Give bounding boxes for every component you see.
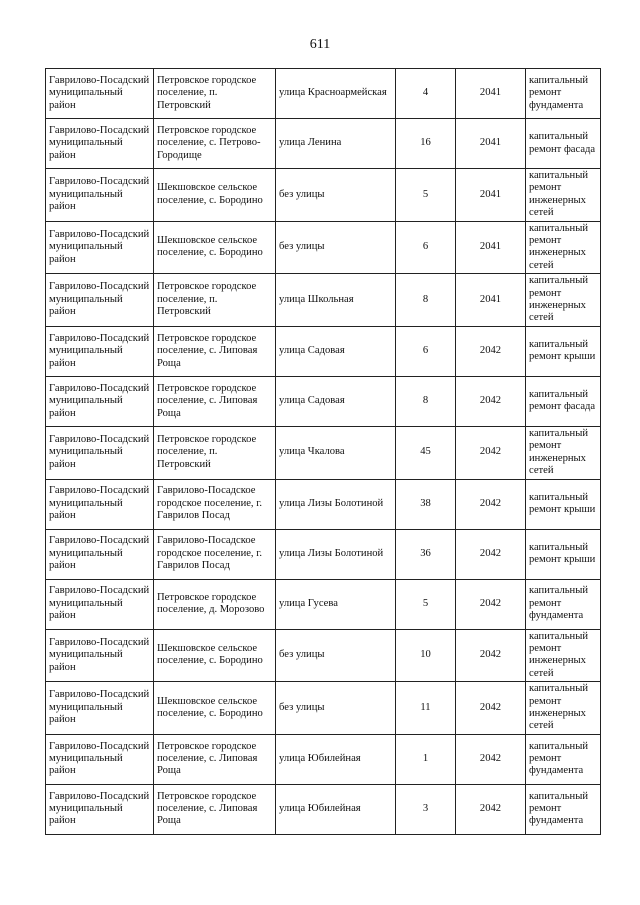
- street-cell: улица Гусева: [276, 579, 396, 629]
- settlement-cell: Петровское городское поселение, д. Морозово: [154, 579, 276, 629]
- table-row: [46, 479, 601, 529]
- street-cell: улица Садовая: [276, 376, 396, 426]
- house-number-cell: 38: [396, 479, 456, 529]
- settlement-cell: Петровское городское поселение, с. Петрово-Городище: [154, 119, 276, 169]
- street-cell: улица Школьная: [276, 274, 396, 327]
- street-cell: улица Лизы Болотиной: [276, 529, 396, 579]
- settlement-cell: Шекшовское сельское поселение, с. Бородино: [154, 629, 276, 682]
- district-cell: Гаврилово-Посадский муниципальный район: [46, 274, 154, 327]
- settlement-cell: Гаврилово-Посадское городское поселение, г. Гаврилов Посад: [154, 529, 276, 579]
- street-cell: улица Чкалова: [276, 426, 396, 479]
- district-cell: Гаврилово-Посадский муниципальный район: [46, 376, 154, 426]
- house-number-cell: 36: [396, 529, 456, 579]
- table-row: [46, 579, 601, 629]
- work-type-cell: капитальный ремонт инженерных сетей: [526, 274, 601, 327]
- work-type-cell: капитальный ремонт инженерных сетей: [526, 629, 601, 682]
- work-type-cell: капитальный ремонт фундамента: [526, 579, 601, 629]
- street-cell: улица Садовая: [276, 326, 396, 376]
- district-cell: Гаврилово-Посадский муниципальный район: [46, 479, 154, 529]
- year-cell: 2042: [456, 784, 526, 834]
- work-type-cell: капитальный ремонт инженерных сетей: [526, 221, 601, 274]
- house-number-cell: 16: [396, 119, 456, 169]
- house-number-cell: 5: [396, 579, 456, 629]
- district-cell: Гаврилово-Посадский муниципальный район: [46, 784, 154, 834]
- year-cell: 2041: [456, 69, 526, 119]
- year-cell: 2042: [456, 629, 526, 682]
- house-number-cell: 8: [396, 274, 456, 327]
- house-number-cell: 6: [396, 221, 456, 274]
- table-row: [46, 326, 601, 376]
- table-row: [46, 169, 601, 222]
- work-type-cell: капитальный ремонт крыши: [526, 326, 601, 376]
- district-cell: Гаврилово-Посадский муниципальный район: [46, 629, 154, 682]
- work-type-cell: капитальный ремонт инженерных сетей: [526, 682, 601, 735]
- table-row: [46, 221, 601, 274]
- work-type-cell: капитальный ремонт инженерных сетей: [526, 169, 601, 222]
- year-cell: 2041: [456, 221, 526, 274]
- settlement-cell: Петровское городское поселение, п. Петровский: [154, 274, 276, 327]
- table-body: [46, 69, 601, 835]
- house-number-cell: 11: [396, 682, 456, 735]
- work-type-cell: капитальный ремонт крыши: [526, 479, 601, 529]
- year-cell: 2042: [456, 326, 526, 376]
- work-type-cell: капитальный ремонт фундамента: [526, 69, 601, 119]
- year-cell: 2042: [456, 529, 526, 579]
- street-cell: улица Юбилейная: [276, 784, 396, 834]
- repair-schedule-table: [45, 68, 601, 835]
- settlement-cell: Шекшовское сельское поселение, с. Бородино: [154, 169, 276, 222]
- house-number-cell: 4: [396, 69, 456, 119]
- district-cell: Гаврилово-Посадский муниципальный район: [46, 529, 154, 579]
- district-cell: Гаврилово-Посадский муниципальный район: [46, 119, 154, 169]
- table-row: [46, 629, 601, 682]
- settlement-cell: Петровское городское поселение, с. Липовая Роща: [154, 326, 276, 376]
- settlement-cell: Петровское городское поселение, с. Липовая Роща: [154, 734, 276, 784]
- street-cell: улица Лизы Болотиной: [276, 479, 396, 529]
- settlement-cell: Гаврилово-Посадское городское поселение, г. Гаврилов Посад: [154, 479, 276, 529]
- table-row: [46, 426, 601, 479]
- street-cell: без улицы: [276, 682, 396, 735]
- table-row: [46, 69, 601, 119]
- work-type-cell: капитальный ремонт фундамента: [526, 734, 601, 784]
- street-cell: без улицы: [276, 629, 396, 682]
- table-row: [46, 682, 601, 735]
- settlement-cell: Петровское городское поселение, с. Липовая Роща: [154, 376, 276, 426]
- year-cell: 2042: [456, 426, 526, 479]
- house-number-cell: 3: [396, 784, 456, 834]
- house-number-cell: 6: [396, 326, 456, 376]
- settlement-cell: Петровское городское поселение, п. Петровский: [154, 69, 276, 119]
- district-cell: Гаврилово-Посадский муниципальный район: [46, 579, 154, 629]
- table-row: [46, 376, 601, 426]
- year-cell: 2042: [456, 579, 526, 629]
- district-cell: Гаврилово-Посадский муниципальный район: [46, 426, 154, 479]
- year-cell: 2042: [456, 479, 526, 529]
- settlement-cell: Шекшовское сельское поселение, с. Бородино: [154, 221, 276, 274]
- table-row: [46, 734, 601, 784]
- work-type-cell: капитальный ремонт крыши: [526, 529, 601, 579]
- year-cell: 2041: [456, 274, 526, 327]
- work-type-cell: капитальный ремонт фасада: [526, 376, 601, 426]
- street-cell: без улицы: [276, 169, 396, 222]
- district-cell: Гаврилово-Посадский муниципальный район: [46, 734, 154, 784]
- district-cell: Гаврилово-Посадский муниципальный район: [46, 326, 154, 376]
- table-row: [46, 274, 601, 327]
- year-cell: 2041: [456, 169, 526, 222]
- settlement-cell: Шекшовское сельское поселение, с. Бородино: [154, 682, 276, 735]
- work-type-cell: капитальный ремонт фундамента: [526, 784, 601, 834]
- table-row: [46, 119, 601, 169]
- district-cell: Гаврилово-Посадский муниципальный район: [46, 221, 154, 274]
- house-number-cell: 5: [396, 169, 456, 222]
- year-cell: 2042: [456, 376, 526, 426]
- street-cell: улица Красноармейская: [276, 69, 396, 119]
- year-cell: 2042: [456, 734, 526, 784]
- house-number-cell: 8: [396, 376, 456, 426]
- district-cell: Гаврилово-Посадский муниципальный район: [46, 682, 154, 735]
- house-number-cell: 45: [396, 426, 456, 479]
- work-type-cell: капитальный ремонт инженерных сетей: [526, 426, 601, 479]
- house-number-cell: 1: [396, 734, 456, 784]
- work-type-cell: капитальный ремонт фасада: [526, 119, 601, 169]
- street-cell: улица Ленина: [276, 119, 396, 169]
- settlement-cell: Петровское городское поселение, с. Липовая Роща: [154, 784, 276, 834]
- page-number: 611: [309, 37, 331, 52]
- year-cell: 2041: [456, 119, 526, 169]
- street-cell: без улицы: [276, 221, 396, 274]
- district-cell: Гаврилово-Посадский муниципальный район: [46, 69, 154, 119]
- district-cell: Гаврилово-Посадский муниципальный район: [46, 169, 154, 222]
- house-number-cell: 10: [396, 629, 456, 682]
- street-cell: улица Юбилейная: [276, 734, 396, 784]
- settlement-cell: Петровское городское поселение, п. Петровский: [154, 426, 276, 479]
- table-row: [46, 529, 601, 579]
- table-row: [46, 784, 601, 834]
- year-cell: 2042: [456, 682, 526, 735]
